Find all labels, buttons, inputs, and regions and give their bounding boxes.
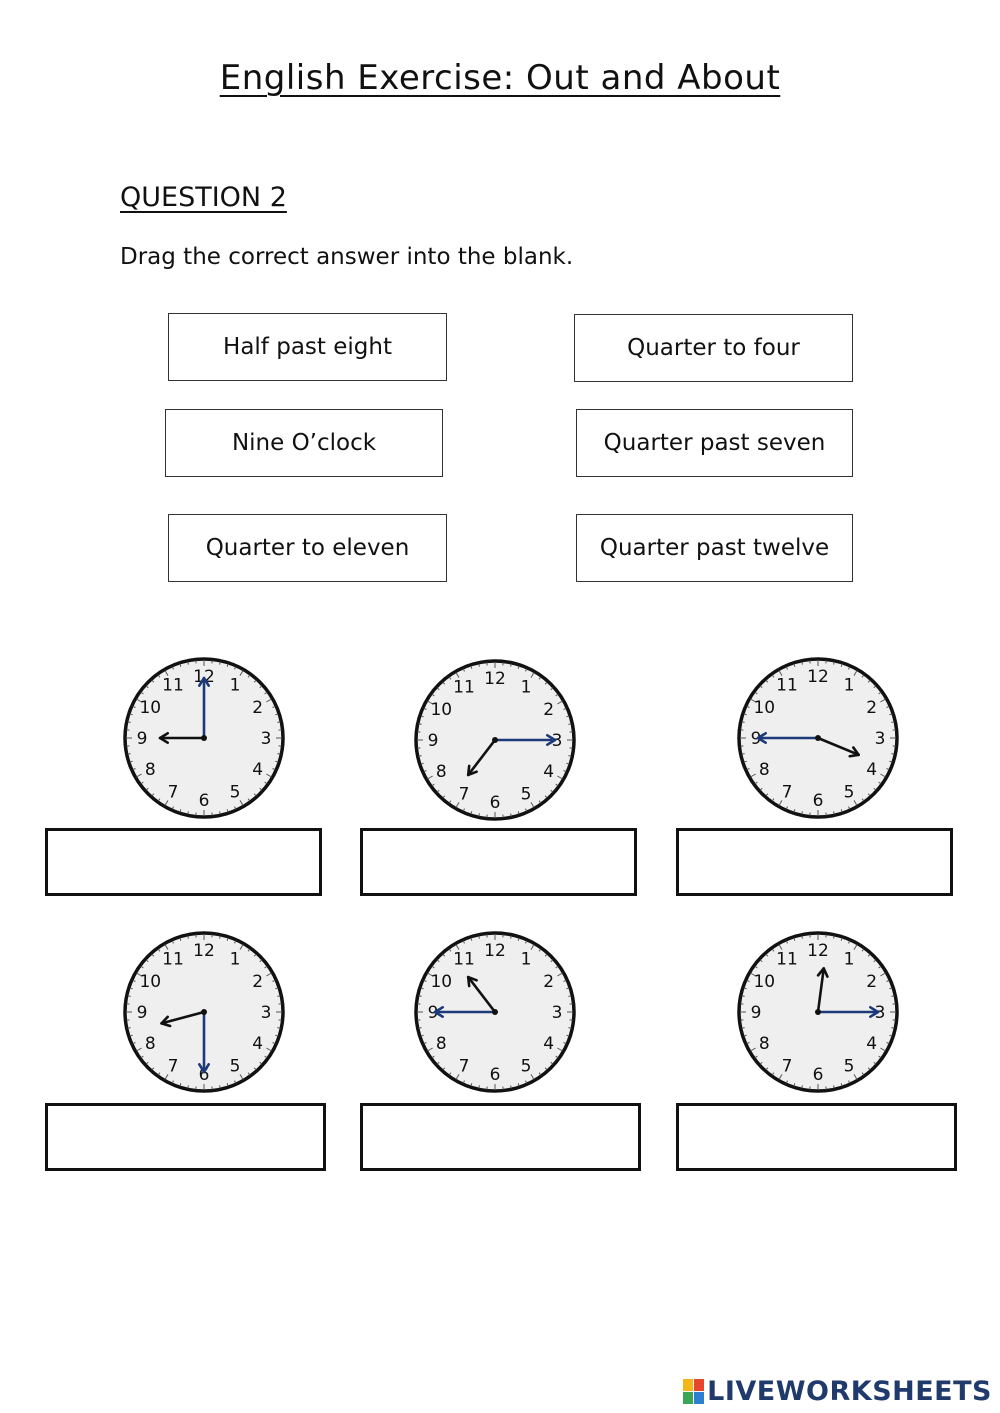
clock-tick (128, 996, 131, 997)
clock-face (736, 652, 900, 824)
clock-tick (419, 724, 422, 725)
question-label: QUESTION 2 (120, 182, 287, 213)
answer-blank-1[interactable] (45, 828, 322, 896)
clock-1 (122, 652, 286, 824)
clock-number: 4 (866, 1034, 878, 1054)
clock-number: 1 (843, 675, 855, 696)
clock-4 (122, 926, 286, 1098)
clock-tick (834, 811, 835, 814)
clock-number: 2 (252, 972, 264, 992)
clock-tick (742, 996, 745, 997)
clock-tick (891, 754, 894, 755)
liveworksheets-logo-icon (683, 1379, 704, 1404)
clock-number: 4 (252, 1034, 264, 1054)
clock-number: 12 (807, 667, 829, 687)
clock-tick (419, 996, 422, 997)
clock-number: 7 (167, 1056, 179, 1077)
clock-tick (511, 813, 512, 816)
clock-number: 2 (252, 698, 264, 718)
instruction-text: Drag the correct answer into the blank. (120, 244, 574, 270)
clock-center (815, 1009, 821, 1015)
clock-number: 10 (139, 698, 162, 718)
clock-tick (742, 754, 745, 755)
answer-blank-5[interactable] (360, 1103, 641, 1171)
clock-number: 1 (520, 677, 532, 698)
clock-number: 7 (781, 782, 793, 803)
clock-tick (419, 756, 422, 757)
clock-number: 2 (866, 698, 878, 718)
clock-number: 10 (753, 972, 776, 992)
clock-number: 3 (260, 1003, 272, 1023)
clock-number: 7 (167, 782, 179, 803)
clock-number: 4 (866, 760, 878, 780)
clock-number: 1 (520, 949, 532, 970)
clock-center (201, 735, 207, 741)
clock-center (815, 735, 821, 741)
clock-tick (891, 996, 894, 997)
clock-tick (220, 936, 221, 939)
clock-tick (568, 996, 571, 997)
clock-number: 11 (453, 949, 475, 970)
clock-tick (802, 936, 803, 939)
clock-number: 4 (543, 762, 555, 782)
clock-number: 11 (162, 675, 184, 696)
clock-number: 6 (812, 1065, 824, 1085)
clock-tick (220, 811, 221, 814)
clock-number: 12 (484, 941, 506, 961)
clock-number: 11 (453, 677, 475, 698)
clock-center (201, 1009, 207, 1015)
clock-number: 12 (193, 941, 215, 961)
clock-tick (568, 724, 571, 725)
clock-number: 1 (229, 675, 241, 696)
clock-face (413, 926, 577, 1098)
clock-tick (742, 722, 745, 723)
clock-center (492, 737, 498, 743)
clock-face (122, 926, 286, 1098)
clock-tick (277, 1028, 280, 1029)
clock-number: 5 (843, 782, 855, 803)
clock-number: 2 (543, 972, 555, 992)
clock-number: 8 (435, 762, 447, 782)
clock-number: 8 (758, 760, 770, 780)
clock-tick (802, 1085, 803, 1088)
clock-tick (479, 664, 480, 667)
clock-number: 5 (843, 1056, 855, 1077)
clock-tick (834, 1085, 835, 1088)
clock-number: 12 (484, 669, 506, 689)
liveworksheets-logo (683, 1376, 992, 1407)
clock-tick (479, 813, 480, 816)
answer-option-quarter-to-eleven[interactable]: Quarter to eleven (168, 514, 447, 582)
clock-number: 10 (430, 972, 453, 992)
clock-number: 12 (193, 667, 215, 687)
clock-tick (891, 722, 894, 723)
clock-number: 11 (162, 949, 184, 970)
clock-tick (419, 1028, 422, 1029)
clock-tick (188, 1085, 189, 1088)
clock-number: 8 (144, 760, 156, 780)
clock-tick (277, 722, 280, 723)
clock-tick (802, 662, 803, 665)
clock-number: 9 (136, 1003, 148, 1023)
clock-number: 9 (750, 729, 762, 749)
clock-tick (834, 936, 835, 939)
clock-number: 8 (435, 1034, 447, 1054)
clock-number: 7 (781, 1056, 793, 1077)
clock-face (413, 654, 577, 826)
clock-tick (128, 754, 131, 755)
clock-number: 1 (843, 949, 855, 970)
clock-tick (277, 996, 280, 997)
clock-tick (511, 936, 512, 939)
clock-tick (479, 936, 480, 939)
clock-number: 3 (551, 731, 563, 751)
clock-face (122, 652, 286, 824)
clock-tick (220, 662, 221, 665)
clock-tick (802, 811, 803, 814)
clock-3 (736, 652, 900, 824)
clock-6 (736, 926, 900, 1098)
clock-number: 2 (543, 700, 555, 720)
answer-blank-6[interactable] (676, 1103, 957, 1171)
clock-number: 9 (750, 1003, 762, 1023)
clock-center (492, 1009, 498, 1015)
clock-number: 5 (229, 782, 241, 803)
clock-number: 2 (866, 972, 878, 992)
clock-number: 4 (543, 1034, 555, 1054)
page-title: English Exercise: Out and About (219, 58, 781, 98)
answer-blank-2[interactable] (360, 828, 637, 896)
clock-number: 10 (753, 698, 776, 718)
clock-number: 6 (198, 791, 210, 811)
clock-tick (128, 1028, 131, 1029)
clock-number: 6 (489, 793, 501, 813)
clock-tick (891, 1028, 894, 1029)
clock-tick (188, 936, 189, 939)
answer-blank-4[interactable] (45, 1103, 326, 1171)
clock-number: 9 (136, 729, 148, 749)
clock-number: 1 (229, 949, 241, 970)
clock-face (736, 926, 900, 1098)
answer-option-quarter-to-four[interactable]: Quarter to four (574, 314, 853, 382)
clock-tick (834, 662, 835, 665)
answer-option-nine-oclock[interactable]: Nine O’clock (165, 409, 443, 477)
clock-number: 7 (458, 1056, 470, 1077)
clock-number: 6 (198, 1065, 210, 1085)
clock-number: 6 (812, 791, 824, 811)
clock-number: 5 (520, 1056, 532, 1077)
clock-tick (511, 1085, 512, 1088)
clock-number: 4 (252, 760, 264, 780)
clock-tick (277, 754, 280, 755)
answer-option-quarter-past-seven[interactable]: Quarter past seven (576, 409, 853, 477)
clock-number: 5 (520, 784, 532, 805)
clock-tick (568, 1028, 571, 1029)
clock-number: 6 (489, 1065, 501, 1085)
clock-number: 5 (229, 1056, 241, 1077)
clock-number: 12 (807, 941, 829, 961)
clock-number: 9 (427, 731, 439, 751)
clock-number: 3 (874, 1003, 886, 1023)
clock-number: 11 (776, 675, 798, 696)
clock-number: 9 (427, 1003, 439, 1023)
clock-number: 8 (758, 1034, 770, 1054)
clock-tick (511, 664, 512, 667)
clock-number: 10 (139, 972, 162, 992)
answer-option-half-past-eight[interactable]: Half past eight (168, 313, 447, 381)
liveworksheets-logo-text: LIVEWORKSHEETS (707, 1376, 992, 1407)
clock-tick (188, 811, 189, 814)
clock-2 (413, 654, 577, 826)
answer-option-quarter-past-twelve[interactable]: Quarter past twelve (576, 514, 853, 582)
clock-tick (128, 722, 131, 723)
answer-blank-3[interactable] (676, 828, 953, 896)
clock-number: 7 (458, 784, 470, 805)
clock-number: 3 (260, 729, 272, 749)
clock-number: 3 (551, 1003, 563, 1023)
clock-number: 3 (874, 729, 886, 749)
clock-number: 10 (430, 700, 453, 720)
clock-tick (742, 1028, 745, 1029)
clock-number: 8 (144, 1034, 156, 1054)
clock-5 (413, 926, 577, 1098)
clock-tick (479, 1085, 480, 1088)
clock-tick (220, 1085, 221, 1088)
clock-tick (568, 756, 571, 757)
clock-tick (188, 662, 189, 665)
clock-number: 11 (776, 949, 798, 970)
